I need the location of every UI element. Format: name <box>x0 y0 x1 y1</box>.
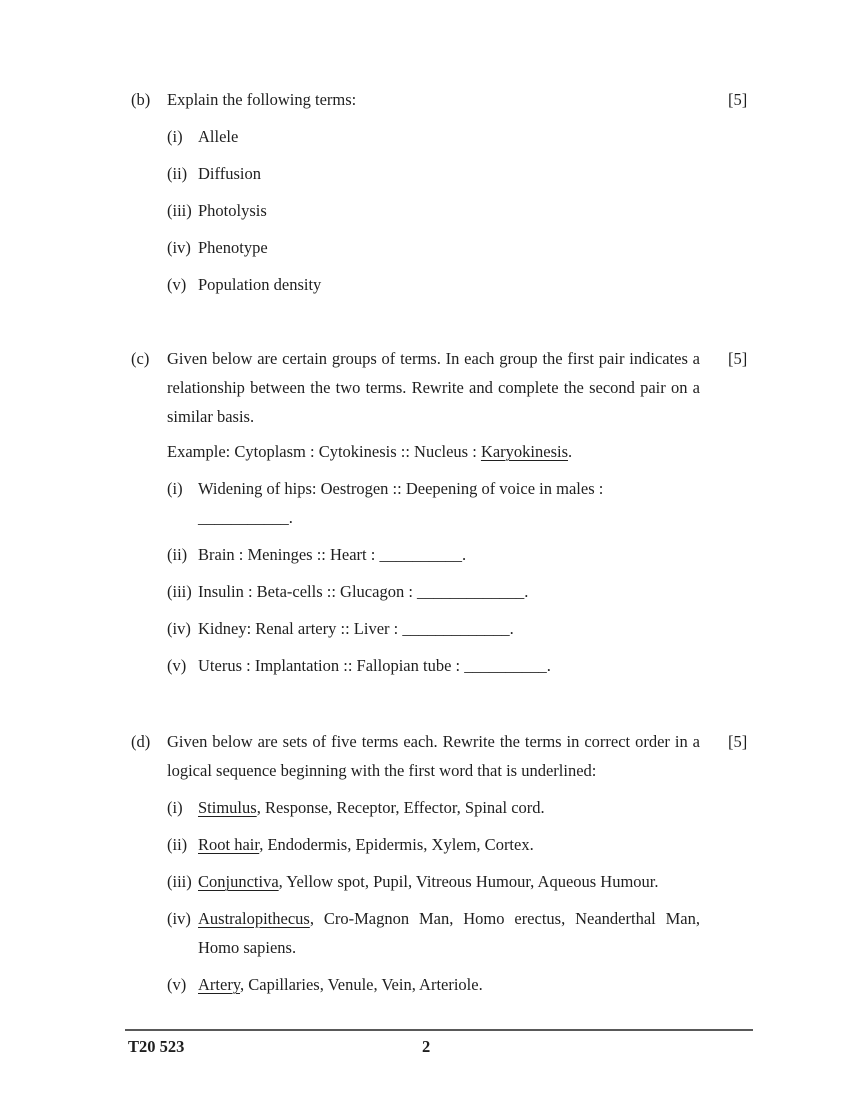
marks-badge-b: [5] <box>728 90 748 109</box>
sub-item-rest: , Yellow spot, Pupil, Vitreous Humour, Aqueous Humour. <box>278 872 659 891</box>
marks-badge-d: [5] <box>728 732 748 751</box>
sub-item <box>167 970 700 999</box>
sub-item-text: Phenotype <box>198 238 268 257</box>
sub-item-text: Diffusion <box>198 164 261 183</box>
question-section-b <box>131 85 756 299</box>
sub-item-number: (ii) <box>167 835 188 854</box>
sub-item <box>167 540 700 569</box>
sub-item-number: (i) <box>167 127 183 146</box>
sub-item <box>167 474 700 532</box>
sub-item-number: (v) <box>167 656 187 675</box>
question-intro-line: relationship between the two terms. Rewrite and complete the second pair on a <box>167 378 700 397</box>
sub-item-rest: , Cro-Magnon Man, Homo erectus, Neanderthal Man, <box>309 909 700 928</box>
question-body-c <box>167 344 700 680</box>
sub-item-text: Population density <box>198 275 322 294</box>
sub-item-number: (ii) <box>167 545 188 564</box>
sub-item-text: Brain : Meninges :: Heart : __________. <box>198 545 467 564</box>
sub-item-text: Widening of hips: Oestrogen :: Deepening of voice in males : ___________. <box>198 479 604 527</box>
underlined-term: Conjunctiva <box>198 872 279 891</box>
underlined-term: Stimulus <box>198 798 257 817</box>
sub-item-number: (iv) <box>167 619 191 638</box>
question-label-c: (c) <box>131 349 150 368</box>
question-section-d <box>131 727 756 999</box>
sub-item-number: (iii) <box>167 582 192 601</box>
question-section-c <box>131 344 756 680</box>
sub-item-text: Photolysis <box>198 201 267 220</box>
sub-item-number: (iii) <box>167 872 192 891</box>
sub-item-number: (ii) <box>167 164 188 183</box>
question-heading-b: Explain the following terms: <box>167 90 357 109</box>
sub-item-text: Uterus : Implantation :: Fallopian tube : __________. <box>198 656 551 675</box>
sub-item-line-2: Homo sapiens. <box>198 938 297 957</box>
page-content <box>131 85 756 999</box>
sub-item-text <box>198 904 700 962</box>
sub-item-text <box>198 793 700 822</box>
sub-item-number: (iv) <box>167 909 191 928</box>
sub-item-number: (i) <box>167 798 183 817</box>
sub-item <box>167 614 700 643</box>
question-intro-line: Given below are sets of five terms each. Rewrite the terms in correct order in a <box>167 732 700 751</box>
sub-item-text <box>198 970 700 999</box>
sub-item <box>167 233 700 262</box>
example-suffix: . <box>568 442 573 461</box>
sub-item-text: Insulin : Beta-cells :: Glucagon : _____________. <box>198 582 529 601</box>
sub-item-number: (iv) <box>167 238 191 257</box>
marks-badge-c: [5] <box>728 349 748 368</box>
question-body-b <box>167 85 700 299</box>
question-intro-line: logical sequence beginning with the first word that is underlined: <box>167 761 597 780</box>
sub-item <box>167 196 700 225</box>
sub-item-rest: , Endodermis, Epidermis, Xylem, Cortex. <box>259 835 534 854</box>
sub-item <box>167 793 700 822</box>
question-intro-line: similar basis. <box>167 407 255 426</box>
sub-item-rest: , Response, Receptor, Effector, Spinal cord. <box>256 798 545 817</box>
sub-item-text <box>198 830 700 859</box>
underlined-term: Artery <box>198 975 240 994</box>
sub-item <box>167 577 700 606</box>
sub-item-text <box>198 867 700 896</box>
example-prefix: Example: Cytoplasm : Cytokinesis :: Nucleus : <box>167 442 481 461</box>
sub-item <box>167 904 700 962</box>
sub-item-number: (i) <box>167 479 183 498</box>
sub-item-text: Kidney: Renal artery :: Liver : _____________. <box>198 619 514 638</box>
sub-item-rest: , Capillaries, Venule, Vein, Arteriole. <box>240 975 483 994</box>
sub-item <box>167 122 700 151</box>
question-intro-line: Given below are certain groups of terms. In each group the first pair indicates a <box>167 349 700 368</box>
question-label-d: (d) <box>131 732 151 751</box>
page-footer <box>125 1029 753 1061</box>
example-line <box>167 437 700 466</box>
question-label-b: (b) <box>131 90 151 109</box>
sub-item <box>167 159 700 188</box>
sub-item <box>167 270 700 299</box>
sub-item <box>167 830 700 859</box>
sub-item-number: (iii) <box>167 201 192 220</box>
sub-item-line-1 <box>198 904 700 933</box>
footer-row <box>125 1031 753 1061</box>
underlined-term: Root hair <box>198 835 260 854</box>
sub-item <box>167 867 700 896</box>
question-body-d <box>167 727 700 999</box>
sub-item-text: Allele <box>198 127 239 146</box>
sub-item-number: (v) <box>167 975 187 994</box>
sub-item-number: (v) <box>167 275 187 294</box>
page-number: 2 <box>422 1037 431 1056</box>
underlined-term: Australopithecus <box>198 909 310 928</box>
paper-code: T20 523 <box>128 1037 185 1056</box>
underlined-term: Karyokinesis <box>480 442 569 461</box>
sub-item <box>167 651 700 680</box>
